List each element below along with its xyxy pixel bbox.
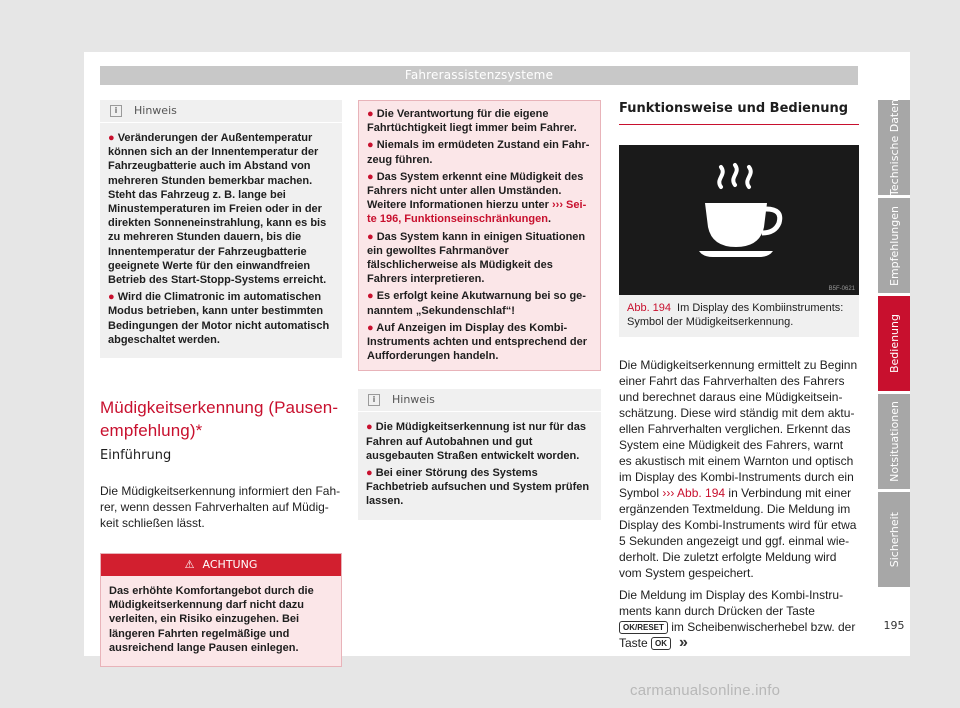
hinweis-bullet: ● Wird die Climatronic im automatischen Modus betrieben, kann unter bestimmten Bedingungen der Motor nicht automatisch abgeschaltet werden. bbox=[108, 291, 330, 346]
coffee-cup-icon bbox=[619, 145, 859, 295]
warning-bullet: ● Das System kann in einigen Situationen ein gewolltes Fahrmanöver fälschlicherweise als Müdigkeit des Fahrers interpretieren. bbox=[367, 230, 586, 286]
column-left bbox=[100, 100, 342, 667]
info-icon: i bbox=[110, 105, 122, 117]
achtung-box bbox=[100, 553, 342, 667]
hinweis-header bbox=[100, 100, 342, 123]
achtung-text: Das erhöhte Komfortangebot durch die Müdigkeitserkennung darf nicht dazu verleiten, ein Risiko einzugehen. Bei längeren Fahrten regelmäßige und ausreichend lange Pausen einlegen. bbox=[109, 585, 314, 654]
figure-reference-link[interactable]: ››› Abb. 194 bbox=[662, 486, 726, 500]
warning-bullet: ● Das System erkennt eine Müdigkeit des Fahrers nicht unter allen Umständen. Weitere Informationen hierzu unter ››› Seite 196, Funktionseinschränkungen. bbox=[367, 170, 587, 226]
warning-bullet: ● Es erfolgt keine Akutwarnung bei so genanntem „Sekundenschlaf“! bbox=[367, 290, 586, 317]
chapter-header: Fahrerassistenzsysteme bbox=[100, 66, 858, 85]
hinweis-bullet: ● Bei einer Störung des Systems Fachbetrieb aufsuchen und System prüfen lassen. bbox=[366, 467, 590, 508]
ok-key: OK bbox=[651, 637, 671, 650]
hinweis-header bbox=[358, 389, 601, 412]
warning-triangle-icon: ⚠ bbox=[184, 558, 195, 572]
tab-sicherheit[interactable]: Sicherheit bbox=[878, 492, 910, 587]
column-middle bbox=[358, 100, 601, 520]
figure bbox=[619, 145, 859, 337]
warning-bullet: ● Die Verantwortung für die eigene Fahrtüchtigkeit liegt immer beim Fahrer. bbox=[367, 108, 577, 135]
chapter-tabs bbox=[878, 100, 910, 590]
hinweis-bullet: ● Veränderungen der Außentemperatur können sich an der Innentemperatur der Fahrzeugbatterie auch im Abstand von mehreren Stunden bemerkbar machen. Steht das Fahrzeug z. B. lange bei Minustemperaturen im Freien oder in der direkten Sonneneinstrahlung, kann es bis zu mehreren Stunden dauern, bis die Innentemperatur der Fahrzeugbatterie geeignete Werte für den einwandfreien Betrieb des Start-Stopp-Systems erreicht. bbox=[108, 132, 327, 287]
figure-caption: Abb. 194 Im Display des Kombiinstruments: Symbol der Müdigkeitserkennung. bbox=[627, 302, 844, 328]
display-image bbox=[619, 145, 859, 295]
tab-notsituationen[interactable]: Notsituationen bbox=[878, 394, 910, 489]
hinweis-body bbox=[358, 412, 601, 519]
hinweis-box bbox=[100, 100, 342, 358]
achtung-header: ⚠ ACHTUNG bbox=[101, 554, 341, 576]
tab-bedienung[interactable]: Bedienung bbox=[878, 296, 910, 391]
figure-tag: B5F-0621 bbox=[828, 286, 855, 292]
body-paragraph: Die Meldung im Display des Kombi-Instruments kann durch Drücken der Taste OK/RESET im Scheibenwischerhebel bzw. der Taste OK » bbox=[619, 588, 856, 651]
body-paragraph: Die Müdigkeitserkennung ermittelt zu Beginn einer Fahrt das Fahrverhalten des Fahrers und berechnet daraus eine Müdigkeitseinschätzung. Diese wird ständig mit dem aktuellen Fahrverhalten verglichen. Erkennt das System eine Müdigkeit des Fahrers, warnt es akustisch mit einem Warnton und optisch im Display des Kombi-Instruments durch ein Symbol ››› Abb. 194 in Verbindung mit einer ergänzenden Textmeldung. Die Meldung im Display des Kombi-Instruments wird für etwa 5 Sekunden angezeigt und ggf. einmal wiederholt. Die zuletzt erfolgte Meldung wird vom System gespeichert. bbox=[619, 358, 858, 580]
warning-bullet: ● Niemals im ermüdeten Zustand ein Fahrzeug führen. bbox=[367, 139, 590, 166]
hinweis-body bbox=[100, 123, 342, 358]
tab-empfehlungen[interactable]: Empfehlungen bbox=[878, 198, 910, 293]
continue-arrow-icon: » bbox=[679, 634, 688, 651]
cross-reference-link[interactable]: ››› Seite 196, Funktionseinschränkungen bbox=[367, 199, 587, 226]
hinweis-label: Hinweis bbox=[134, 104, 177, 117]
achtung-body bbox=[101, 576, 341, 666]
section-subheading: Einführung bbox=[100, 448, 172, 464]
column-right bbox=[619, 100, 859, 651]
intro-paragraph: Die Müdigkeitserkennung informiert den Fahrer, wenn dessen Fahrverhalten auf Müdigkeit schließen lässt. bbox=[100, 484, 341, 531]
page-number: 195 bbox=[883, 619, 905, 632]
hinweis-box-2 bbox=[358, 389, 601, 519]
figure-label: Abb. 194 bbox=[627, 302, 672, 314]
info-icon: i bbox=[368, 394, 380, 406]
warning-bullet: ● Auf Anzeigen im Display des Kombi-Instruments achten und entsprechend der Aufforderungen handeln. bbox=[367, 321, 588, 363]
hinweis-label: Hinweis bbox=[392, 393, 435, 407]
ok-reset-key: OK/RESET bbox=[619, 621, 668, 634]
watermark: carmanualsonline.info bbox=[630, 682, 781, 699]
section-heading: Müdigkeitserkennung (Pausenempfehlung)* bbox=[100, 398, 339, 441]
warning-continuation-box bbox=[358, 100, 601, 371]
section-title: Funktionsweise und Bedienung bbox=[619, 100, 859, 125]
hinweis-bullet: ● Die Müdigkeitserkennung ist nur für das Fahren auf Autobahnen und gut ausgebauten Straßen entwickelt worden. bbox=[366, 421, 586, 462]
tab-technische-daten[interactable]: Technische Daten bbox=[878, 100, 910, 195]
warning-body bbox=[359, 101, 600, 370]
